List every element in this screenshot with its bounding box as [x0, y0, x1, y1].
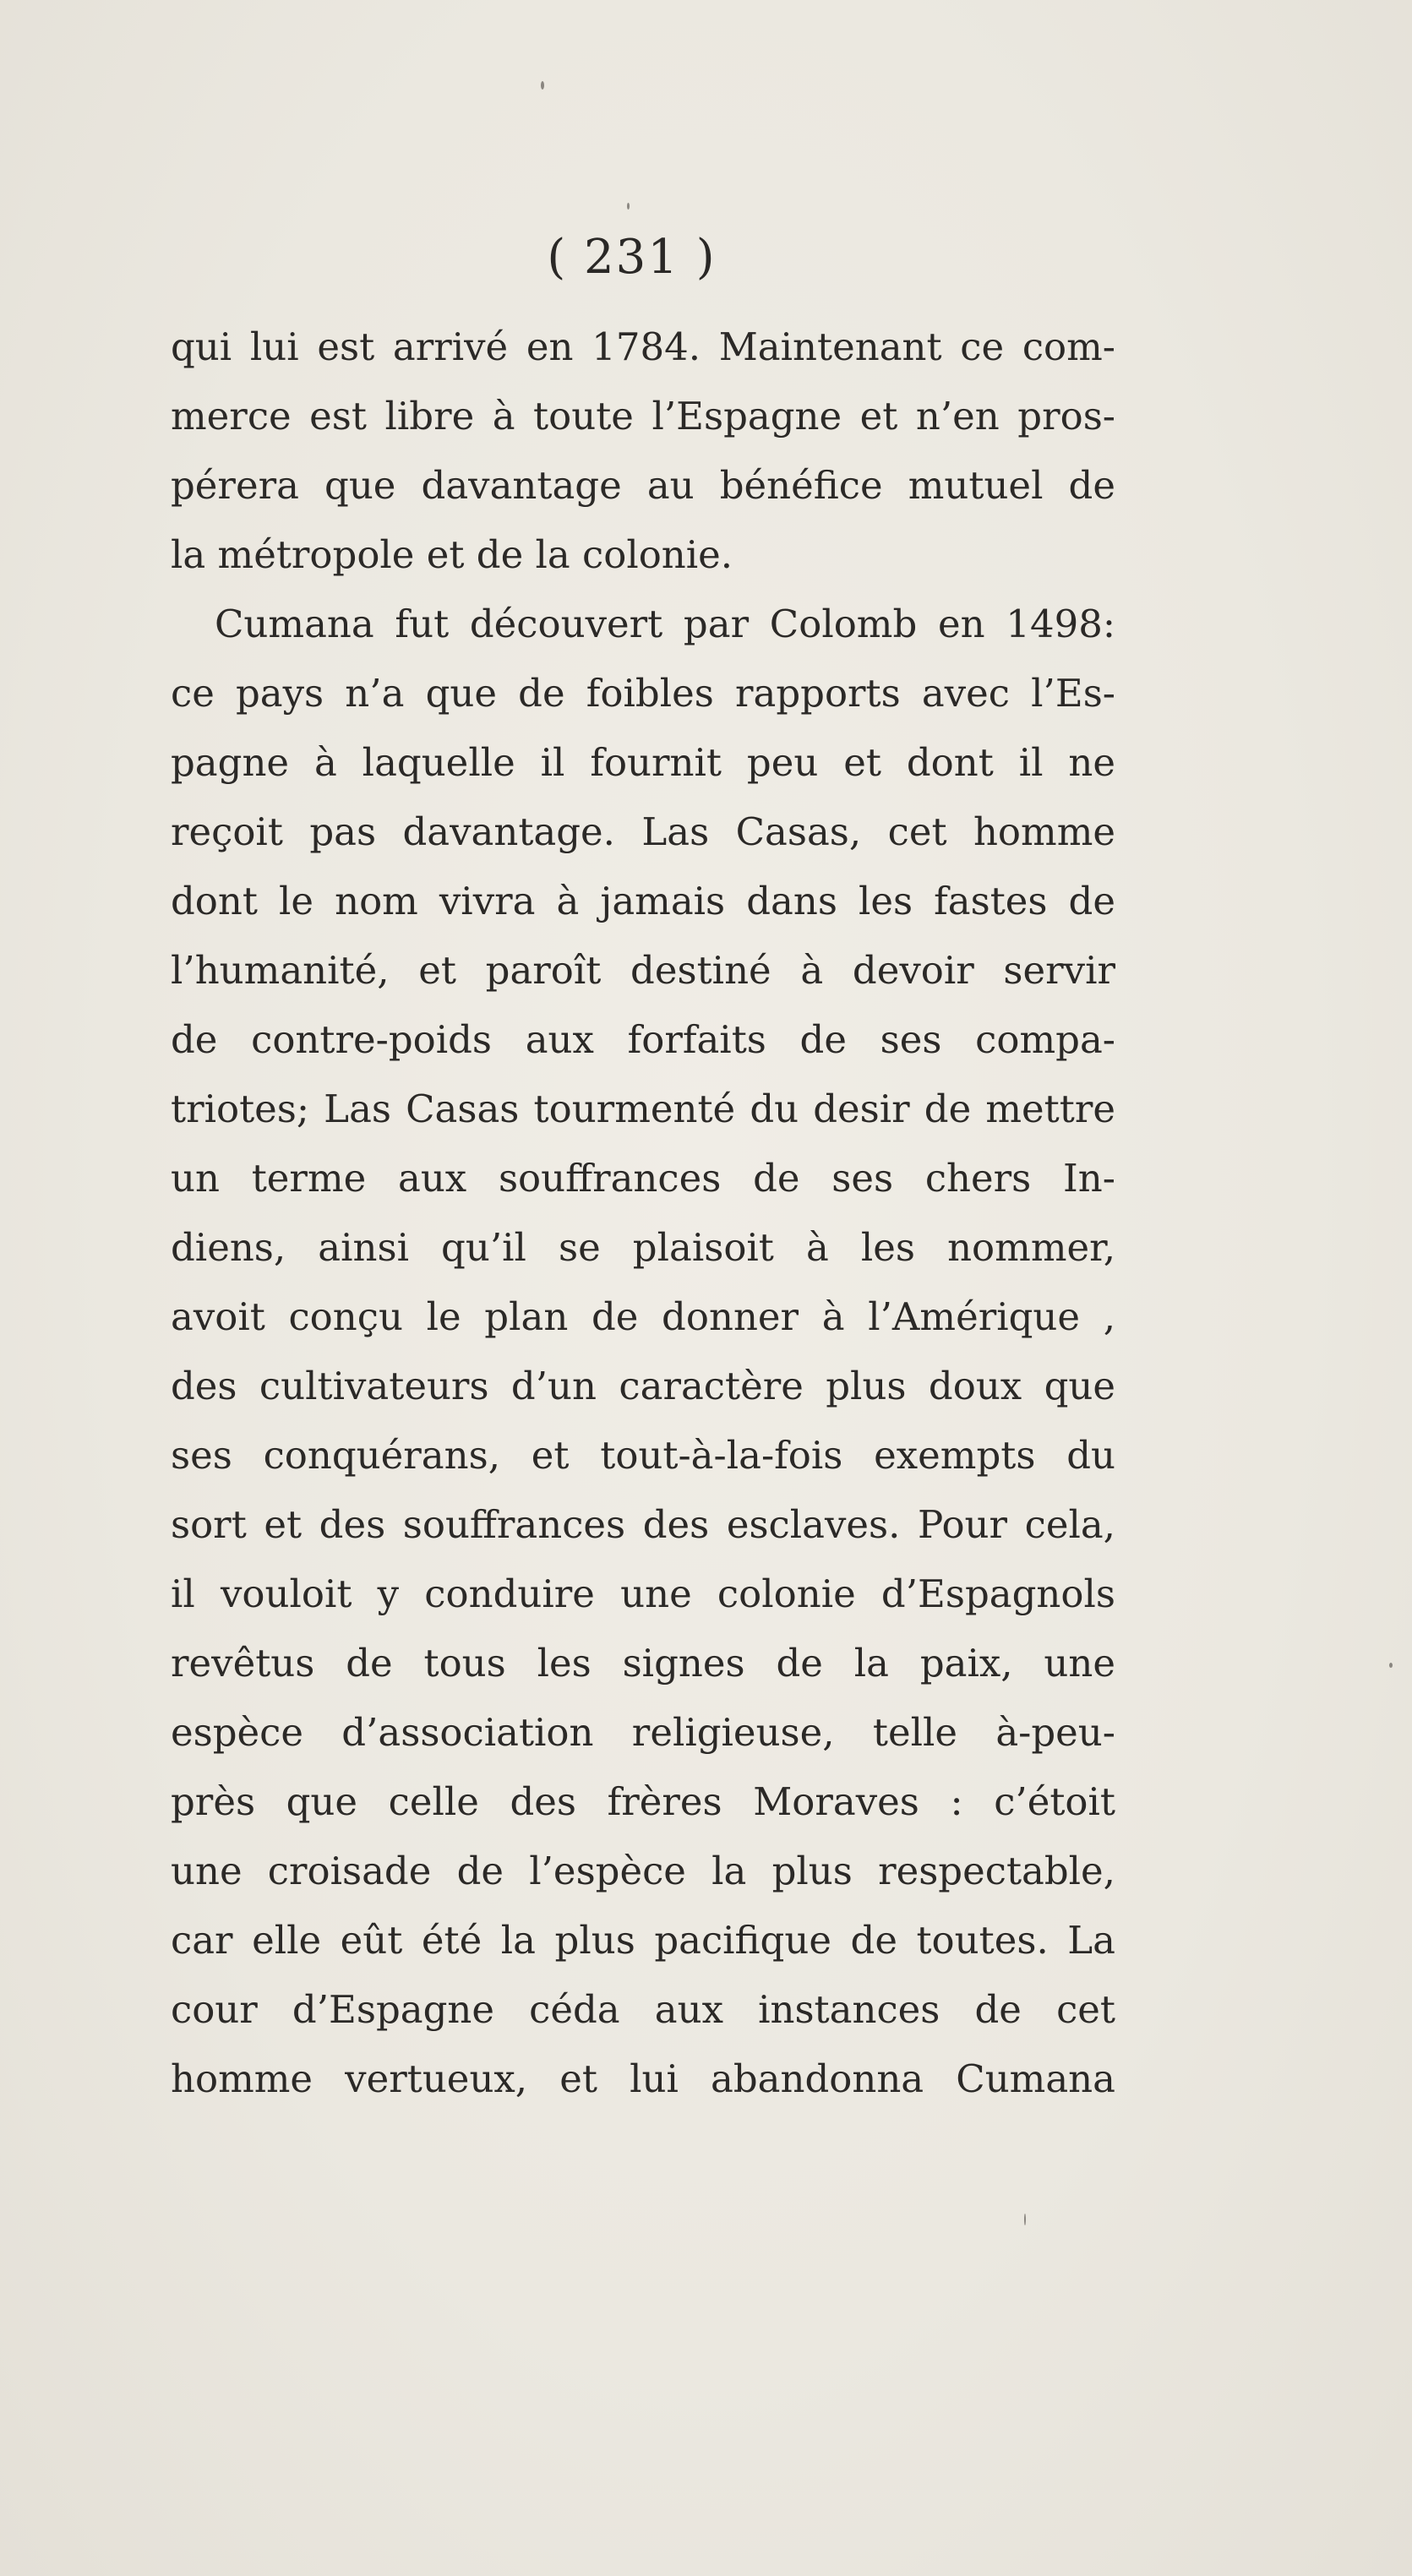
text-line: l’humanité, et paroît destiné à devoir servir: [171, 948, 1115, 993]
text-line: une croisade de l’espèce la plus respectable,: [171, 1849, 1115, 1893]
speck: [1024, 2214, 1026, 2225]
text-line: triotes; Las Casas tourmenté du desir de mettre: [171, 1086, 1115, 1131]
text-line: un terme aux souffrances de ses chers In-: [171, 1156, 1115, 1201]
text-line: espèce d’association religieuse, telle à-peu-: [171, 1710, 1115, 1755]
text-line: ses conquérans, et tout-à-la-fois exempts du: [171, 1433, 1115, 1478]
text-line: merce est libre à toute l’Espagne et n’en pros-: [171, 394, 1115, 438]
text-line: il vouloit y conduire une colonie d’Espagnols: [171, 1571, 1115, 1616]
text-line: sort et des souffrances des esclaves. Pour cela,: [171, 1502, 1115, 1547]
text-line: près que celle des frères Moraves : c’étoit: [171, 1779, 1115, 1824]
text-line: la métropole et de la colonie.: [171, 532, 733, 577]
text-line: reçoit pas davantage. Las Casas, cet homme: [171, 809, 1115, 854]
text-line: Cumana fut découvert par Colomb en 1498:: [215, 602, 1115, 646]
body-text: [171, 313, 1115, 2114]
text-line: qui lui est arrivé en 1784. Maintenant ce com-: [171, 324, 1115, 369]
text-line: car elle eût été la plus pacifique de toutes. La: [171, 1918, 1115, 1963]
text-line: pérera que davantage au bénéfice mutuel de: [171, 463, 1115, 508]
text-line: avoit conçu le plan de donner à l’Amérique ,: [171, 1294, 1115, 1339]
text-line: dont le nom vivra à jamais dans les fastes de: [171, 879, 1115, 923]
speck: [1389, 1663, 1393, 1668]
speck: [541, 81, 544, 90]
text-line: ce pays n’a que de foibles rapports avec l’Es-: [171, 671, 1115, 716]
speck: [627, 203, 630, 210]
text-line: des cultivateurs d’un caractère plus doux que: [171, 1364, 1115, 1408]
text-line: revêtus de tous les signes de la paix, une: [171, 1641, 1115, 1686]
text-line: homme vertueux, et lui abandonna Cumana: [171, 2056, 1115, 2101]
text-line: pagne à laquelle il fournit peu et dont il ne: [171, 740, 1115, 785]
text-line: de contre-poids aux forfaits de ses compa-: [171, 1017, 1115, 1062]
text-line: cour d’Espagne céda aux instances de cet: [171, 1987, 1115, 2032]
page-number: ( 231 ): [547, 230, 717, 285]
text-line: diens, ainsi qu’il se plaisoit à les nommer,: [171, 1225, 1115, 1270]
